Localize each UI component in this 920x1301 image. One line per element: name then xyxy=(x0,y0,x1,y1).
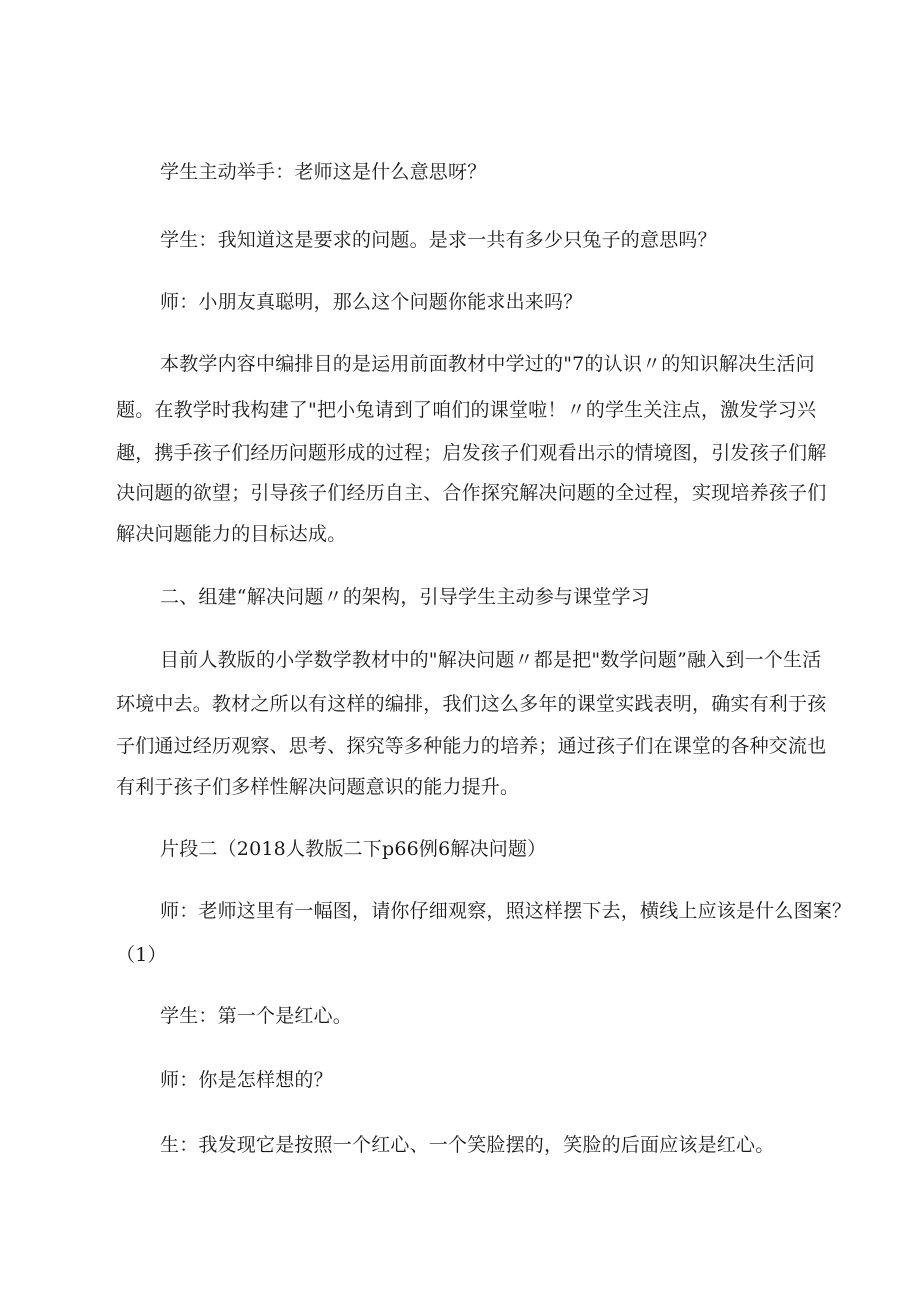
dialogue-teacher-question: 师：小朋友真聪明，那么这个问题你能求出来吗？ xyxy=(160,291,583,313)
dialogue-student-raise-hand: 学生主动举手：老师这是什么意思呀？ xyxy=(160,161,487,183)
dialogue-teacher-prompt: 师：老师这里有一幅图，请你仔细观察，照这样摆下去，横线上应该是什么图案？ xyxy=(160,900,852,922)
dialogue-teacher-followup: 师：你是怎样想的？ xyxy=(160,1069,333,1091)
paragraph-line: 决问题的欲望；引导孩子们经历自主、合作探究解决问题的全过程，实现培养孩子们 xyxy=(116,482,827,504)
paragraph-line: 环境中去。教材之所以有这样的编排，我们这么多年的课堂实践表明，确实有利于孩 xyxy=(116,693,827,715)
dialogue-student-reply: 学生：第一个是红心。 xyxy=(160,1005,353,1027)
dialogue-student-explanation: 生：我发现它是按照一个红心、一个笑脸摆的，笑脸的后面应该是红心。 xyxy=(160,1134,775,1156)
paragraph-line: 目前人教版的小学数学教材中的"解决问题〃都是把"数学问题”融入到一个生活 xyxy=(160,649,822,671)
segment-title: 片段二（2018人教版二下p66例6解决问题） xyxy=(160,838,547,860)
dialogue-teacher-prompt-number: （1） xyxy=(116,944,167,966)
paragraph-line: 题。在教学时我构建了"把小兔请到了咱们的课堂啦！〃的学生关注点，激发学习兴 xyxy=(116,399,817,421)
paragraph-line: 有利于孩子们多样性解决问题意识的能力提升。 xyxy=(116,776,520,798)
section-heading: 二、组建“解决问题〃的架构，引导学生主动参与课堂学习 xyxy=(160,586,650,608)
dialogue-student-answer: 学生：我知道这是要求的问题。是求一共有多少只兔子的意思吗？ xyxy=(160,229,717,251)
paragraph-line: 趣，携手孩子们经历问题形成的过程；启发孩子们观看出示的情境图，引发孩子们解 xyxy=(116,442,827,464)
paragraph-line: 解决问题能力的目标达成。 xyxy=(116,523,347,545)
paragraph-line: 子们通过经历观察、思考、探究等多种能力的培养；通过孩子们在课堂的各种交流也 xyxy=(116,735,827,757)
paragraph-line: 本教学内容中编排目的是运用前面教材中学过的"7的认识〃的知识解决生活问 xyxy=(160,353,815,375)
